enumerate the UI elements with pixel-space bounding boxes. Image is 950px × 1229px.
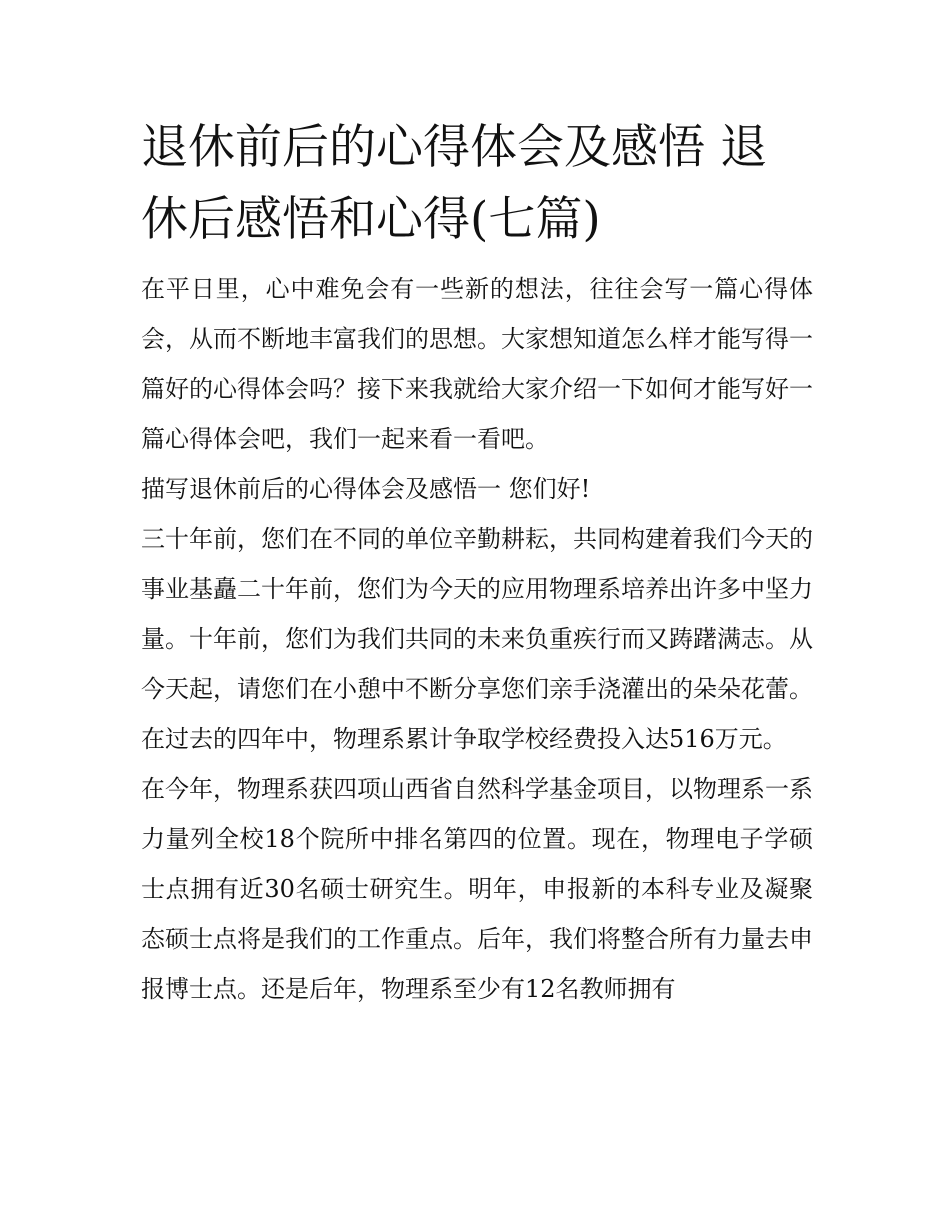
paragraph-thirty-years: 三十年前，您们在不同的单位辛勤耕耘，共同构建着我们今天的事业基矗二十年前，您们为今天的应用物理系培养出许多中坚力量。十年前，您们为我们共同的未来负重疾行而又踌躇满志。从今天起，请您们在小憩中不断分享您们亲手浇灌出的朵朵花蕾。	[141, 525, 813, 703]
document-body	[141, 264, 813, 1014]
paragraph-intro: 在平日里，心中难免会有一些新的想法，往往会写一篇心得体会，从而不断地丰富我们的思想。大家想知道怎么样才能写得一篇好的心得体会吗？接下来我就给大家介绍一下如何才能写好一篇心得体会吧，我们一起来看一看吧。	[141, 275, 813, 453]
paragraph-funding: 在过去的四年中，物理系累计争取学校经费投入达516万元。	[141, 725, 787, 753]
paragraph-heading-one: 描写退休前后的心得体会及感悟一 您们好!	[141, 475, 591, 503]
paragraph-this-year: 在今年，物理系获四项山西省自然科学基金项目，以物理系一系力量列全校18个院所中排名第四的位置。现在，物理电子学硕士点拥有近30名硕士研究生。明年，申报新的本科专业及凝聚态硕士点将是我们的工作重点。后年，我们将整合所有力量去申报博士点。还是后年，物理系至少有12名教师拥有	[141, 775, 813, 1003]
document-title: 退休前后的心得体会及感悟 退休后感悟和心得(七篇)	[141, 120, 767, 247]
document-content	[141, 112, 813, 1014]
